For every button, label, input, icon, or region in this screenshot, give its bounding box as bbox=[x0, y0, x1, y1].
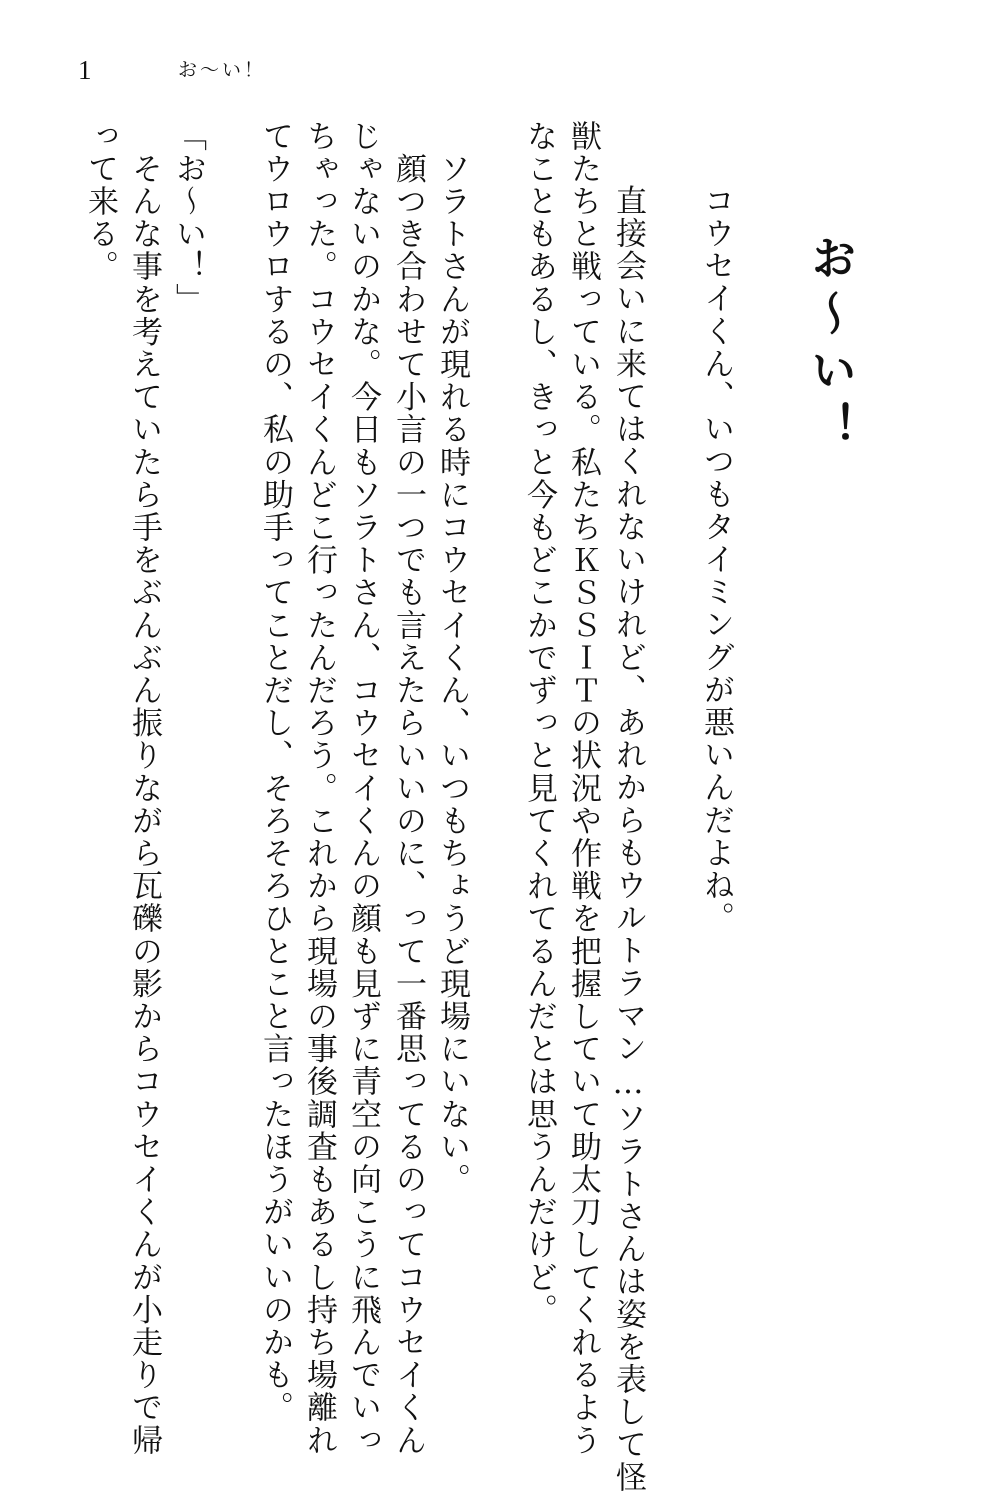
text-column-12: って来る。 bbox=[82, 120, 118, 283]
chapter-title: お〜い！ bbox=[804, 234, 858, 458]
running-title: お〜い！ bbox=[178, 58, 267, 81]
text-column-7: じゃないのかな。今日もソラトさん、コウセイくんの顔も見ずに青空の向こうに飛んでいっ bbox=[345, 120, 381, 1457]
text-column-1: コウセイくん、いつもタイミングが悪いんだよね。 bbox=[698, 152, 734, 935]
text-column-5: ソラトさんが現れる時にコウセイくん、いつもちょうど現場にいない。 bbox=[434, 120, 470, 1196]
text-column-9: てウロウロするの、私の助手ってことだし、そろそろひとこと言ったほうがいいのかも。 bbox=[257, 120, 293, 1424]
text-column-10: 「お〜い！」 bbox=[170, 120, 206, 316]
page-number: 1 bbox=[78, 54, 92, 85]
text-column-4: なこともあるし、きっと今もどこかでずっと見てくれてるんだとは思うんだけど。 bbox=[521, 120, 557, 1327]
text-column-3: 獣たちと戦っている。私たちＫＳＳＩＴの状況や作戦を把握していて助太刀してくれるよう bbox=[565, 120, 601, 1457]
text-column-8: ちゃった。コウセイくんどこ行ったんだろう。これから現場の事後調査もあるし持ち場離れ bbox=[301, 120, 337, 1457]
page-header bbox=[78, 50, 266, 90]
text-column-11: そんな事を考えていたら手をぶんぶん振りながら瓦礫の影からコウセイくんが小走りで帰 bbox=[126, 120, 162, 1457]
text-column-6: 顔つき合わせて小言の一つでも言えたらいいのに、って一番思ってるのってコウセイくん bbox=[390, 120, 426, 1457]
text-column-2: 直接会いに来てはくれないけれど、あれからもウルトラマン…ソラトさんは姿を表して怪 bbox=[610, 152, 646, 1494]
